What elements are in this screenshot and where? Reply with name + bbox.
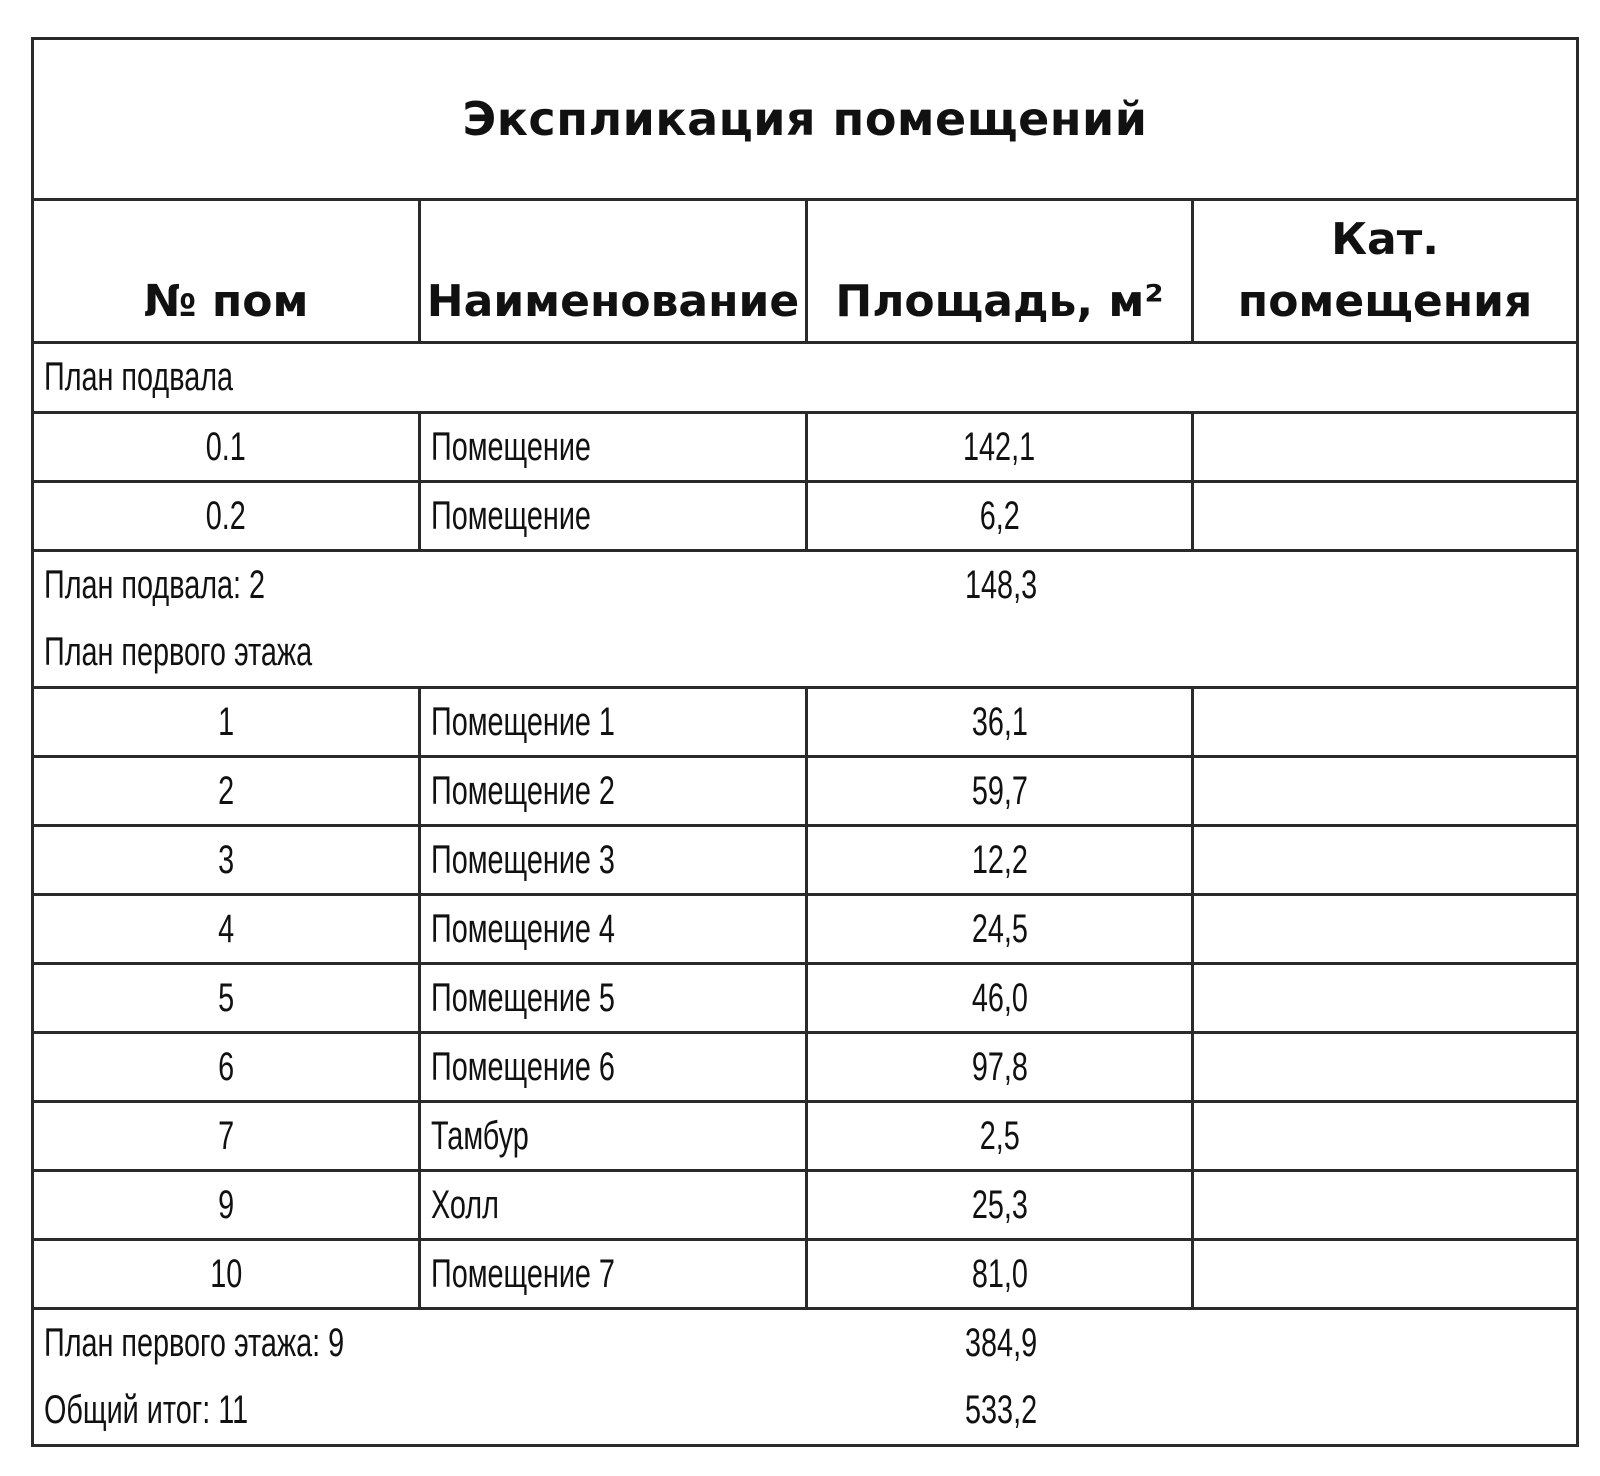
room-name-text: Помещение 6	[431, 1044, 615, 1089]
room-category-cell	[1194, 414, 1576, 480]
table-row	[34, 965, 1576, 1034]
room-name-text: Помещение 4	[431, 906, 615, 951]
group-heading-label: План первого этажа	[44, 630, 313, 674]
grand-total-area-cell	[808, 1377, 1194, 1444]
room-name-cell	[421, 1034, 808, 1100]
room-name-cell	[421, 414, 808, 480]
room-category-cell	[1194, 483, 1576, 549]
room-area-cell	[808, 483, 1194, 549]
room-name-text: Помещение 2	[431, 768, 615, 813]
room-number-text: 0.2	[205, 493, 247, 538]
room-area-text: 2,5	[979, 1113, 1020, 1158]
room-name-cell	[421, 689, 808, 755]
room-name-text: Помещение 5	[431, 975, 615, 1020]
room-area-cell	[808, 689, 1194, 755]
table-header	[34, 201, 1576, 344]
subtotal-area: 148,3	[964, 563, 1038, 607]
room-name-text: Помещение 1	[431, 699, 615, 744]
room-number-text: 2	[217, 768, 235, 813]
room-area-cell	[808, 414, 1194, 480]
table-row	[34, 689, 1576, 758]
room-number-cell	[34, 1241, 421, 1307]
room-area-text: 142,1	[963, 424, 1036, 469]
room-number-cell	[34, 758, 421, 824]
subtotal-label-cell	[34, 552, 808, 619]
first-floor-rows	[34, 689, 1576, 1310]
room-number-text: 0.1	[205, 424, 247, 469]
header-room-name: Наименование	[421, 201, 808, 341]
subtotal-label-cell	[34, 1310, 808, 1377]
table-row	[34, 1034, 1576, 1103]
room-category-cell	[1194, 689, 1576, 755]
grand-total-label: Общий итог: 11	[44, 1388, 249, 1432]
header-category: Кат. помещения	[1237, 214, 1533, 327]
room-number-text: 5	[217, 975, 235, 1020]
room-number-cell	[34, 896, 421, 962]
subtotal-first-floor	[34, 1310, 1576, 1377]
subtotal-area-cell	[808, 552, 1194, 619]
table-row	[34, 1103, 1576, 1172]
room-name-text: Холл	[431, 1182, 499, 1227]
subtotal-label: План первого этажа: 9	[44, 1321, 345, 1365]
subtotal-label: План подвала: 2	[44, 563, 266, 607]
room-number-text: 6	[217, 1044, 235, 1089]
group-heading-first-floor	[34, 619, 1576, 689]
room-area-text: 81,0	[971, 1251, 1028, 1296]
room-category-cell	[1194, 758, 1576, 824]
room-area-text: 25,3	[971, 1182, 1028, 1227]
room-area-cell	[808, 896, 1194, 962]
room-area-cell	[808, 758, 1194, 824]
room-number-text: 10	[209, 1251, 243, 1296]
table-title: Экспликация помещений	[34, 40, 1576, 201]
grand-total-area: 533,2	[964, 1388, 1038, 1432]
subtotal-empty-cell	[1194, 1310, 1576, 1377]
room-number-cell	[34, 414, 421, 480]
room-number-cell	[34, 689, 421, 755]
table-row	[34, 758, 1576, 827]
header-area: Площадь, м²	[808, 201, 1194, 341]
room-area-cell	[808, 1103, 1194, 1169]
room-area-text: 59,7	[971, 768, 1028, 813]
header-room-number: № пом	[34, 201, 421, 341]
room-number-text: 4	[217, 906, 235, 951]
room-area-text: 12,2	[971, 837, 1028, 882]
room-area-cell	[808, 1172, 1194, 1238]
room-category-cell	[1194, 1034, 1576, 1100]
room-name-cell	[421, 1241, 808, 1307]
table-row	[34, 1172, 1576, 1241]
room-schedule-table	[31, 37, 1579, 1447]
table-row	[34, 827, 1576, 896]
room-area-cell	[808, 1241, 1194, 1307]
room-number-text: 3	[217, 837, 235, 882]
room-number-text: 9	[217, 1182, 235, 1227]
group-heading-label: План подвала	[44, 355, 234, 399]
room-number-text: 7	[217, 1113, 235, 1158]
grand-total-label-cell	[34, 1377, 808, 1444]
room-area-cell	[808, 1034, 1194, 1100]
room-number-cell	[34, 1172, 421, 1238]
group-heading-basement	[34, 344, 1576, 414]
room-name-cell	[421, 1103, 808, 1169]
subtotal-area: 384,9	[964, 1321, 1038, 1365]
room-area-text: 46,0	[971, 975, 1028, 1020]
table-row	[34, 1241, 1576, 1310]
room-name-text: Тамбур	[431, 1113, 529, 1158]
room-number-cell	[34, 483, 421, 549]
room-name-text: Помещение	[431, 424, 591, 469]
grand-total	[34, 1377, 1576, 1444]
room-category-cell	[1194, 827, 1576, 893]
grand-total-empty-cell	[1194, 1377, 1576, 1444]
table-row	[34, 414, 1576, 483]
room-name-text: Помещение 3	[431, 837, 615, 882]
room-category-cell	[1194, 1241, 1576, 1307]
table-row	[34, 483, 1576, 552]
room-name-cell	[421, 827, 808, 893]
basement-rows	[34, 414, 1576, 552]
room-name-cell	[421, 1172, 808, 1238]
room-number-cell	[34, 827, 421, 893]
table-row	[34, 896, 1576, 965]
room-category-cell	[1194, 965, 1576, 1031]
room-name-text: Помещение	[431, 493, 591, 538]
room-area-text: 36,1	[971, 699, 1028, 744]
room-number-text: 1	[217, 699, 235, 744]
room-category-cell	[1194, 1172, 1576, 1238]
room-number-cell	[34, 1103, 421, 1169]
room-area-text: 97,8	[971, 1044, 1028, 1089]
room-number-cell	[34, 1034, 421, 1100]
subtotal-area-cell	[808, 1310, 1194, 1377]
subtotal-empty-cell	[1194, 552, 1576, 619]
room-name-cell	[421, 965, 808, 1031]
room-area-text: 24,5	[971, 906, 1028, 951]
room-area-text: 6,2	[979, 493, 1020, 538]
room-name-cell	[421, 483, 808, 549]
room-name-cell	[421, 896, 808, 962]
room-area-cell	[808, 827, 1194, 893]
room-name-cell	[421, 758, 808, 824]
room-area-cell	[808, 965, 1194, 1031]
room-category-cell	[1194, 1103, 1576, 1169]
room-number-cell	[34, 965, 421, 1031]
room-category-cell	[1194, 896, 1576, 962]
room-name-text: Помещение 7	[431, 1251, 615, 1296]
subtotal-basement	[34, 552, 1576, 619]
